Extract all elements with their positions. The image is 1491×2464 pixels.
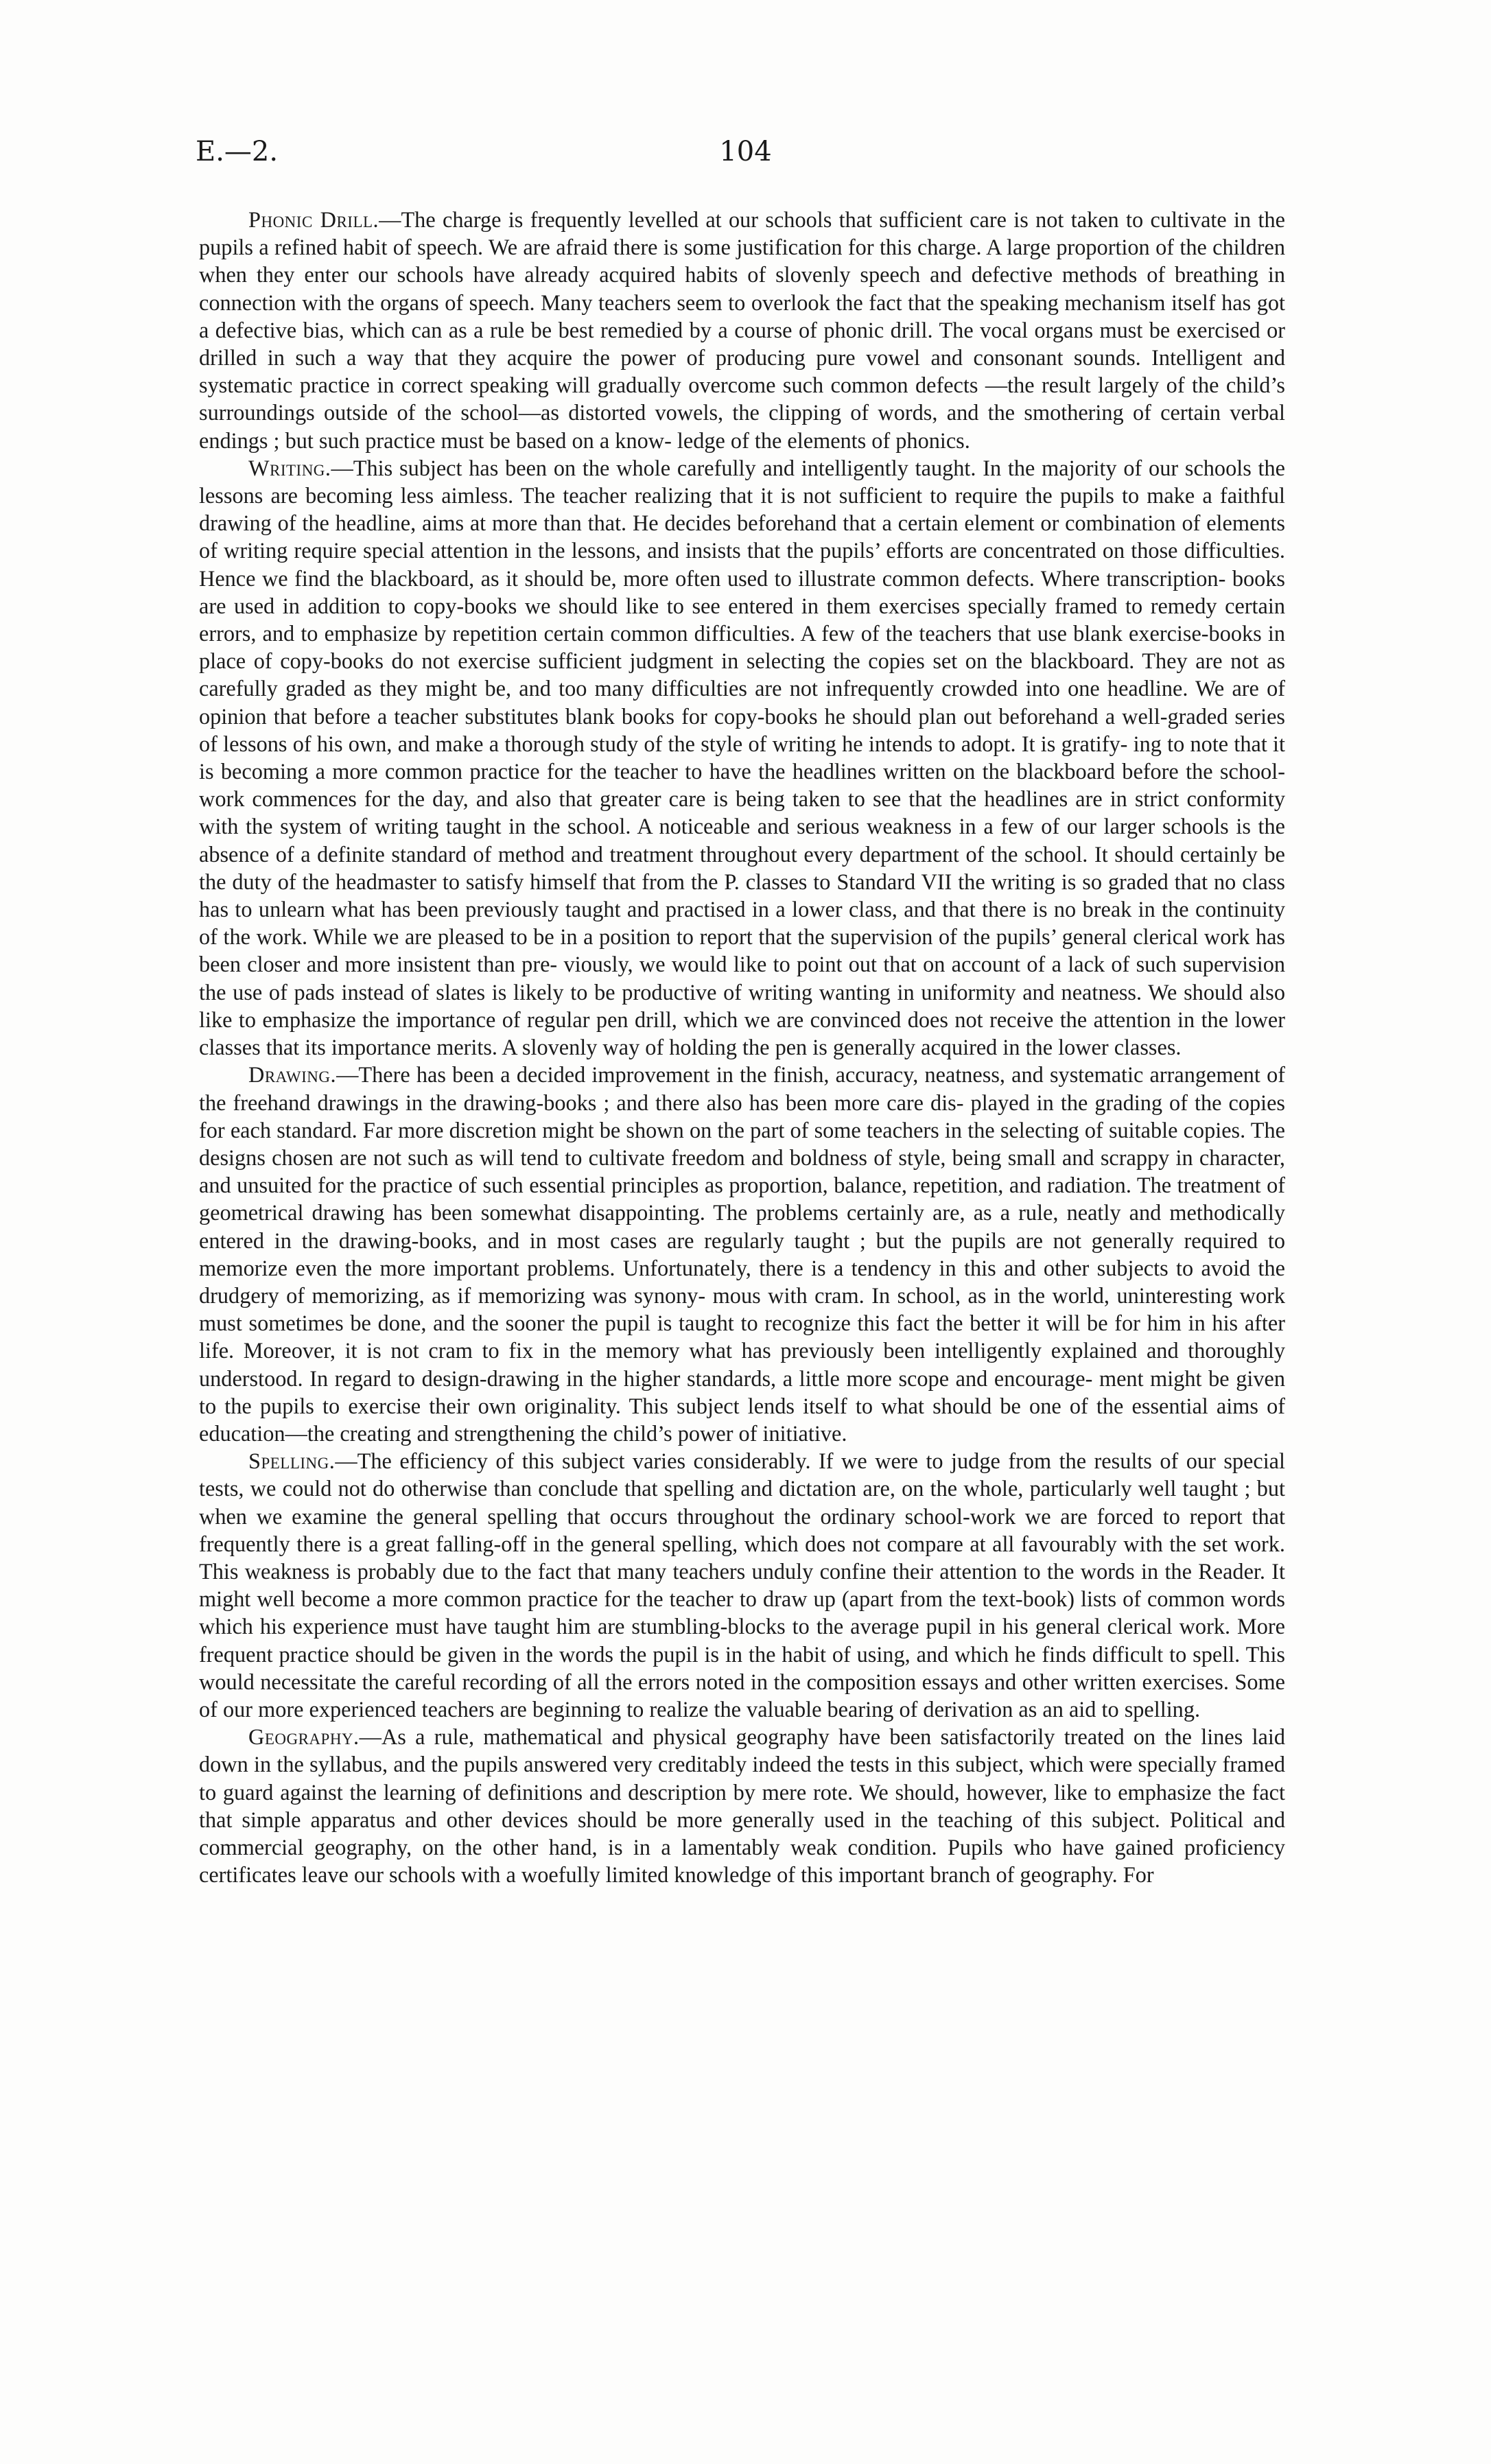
paragraph-spelling bbox=[199, 1447, 1285, 1723]
document-reference: E.—2. bbox=[196, 136, 279, 167]
paragraph-text: —There has been a decided improvement in the finish, accuracy, neatness, and systematic arrangement of the freehand drawings in the drawing-books ; and there also has been more care dis- played in the grading of the copies for each standard. Far more discretion might be shown on the part of some teachers in the selecting of suitable copies. The designs chosen are not such as will tend to cultivate freedom and boldness of style, being small and scrappy in character, and unsuited for the practice of such essential principles as proportion, balance, repetition, and radiation. The treatment of geometrical drawing has been somewhat disappointing. The problems certainly are, as a rule, neatly and methodically entered in the drawing-books, and in most cases are regularly taught ; but the pupils are not generally required to memorize even the more important problems. Unfortunately, there is a tendency in this and other subjects to avoid the drudgery of memorizing, as if memorizing was synony- mous with cram. In school, as in the world, uninteresting work must sometimes be done, and the sooner the pupil is taught to recognize this fact the better it will be for him in his after life. Moreover, it is not cram to fix in the memory what has previously been intelligently explained and thoroughly understood. In regard to design-drawing in the higher standards, a little more scope and encourage- ment might be given to the pupils to exercise their own originality. This subject lends itself to what should be one of the essential aims of education—the creating and strengthening the child’s power of initiative. bbox=[199, 1062, 1285, 1446]
page-header bbox=[196, 136, 1295, 177]
paragraph-geography bbox=[199, 1723, 1285, 1888]
paragraph-text: —This subject has been on the whole carefully and intelligently taught. In the majority of our schools the lessons are becoming less aimless. The teacher realizing that it is not sufficient to require the pupils to make a faithful drawing of the headline, aims at more than that. He decides beforehand that a certain element or combination of elements of writing require special attention in the lessons, and insists that the pupils’ efforts are concentrated on those difficulties. Hence we find the blackboard, as it should be, more often used to illustrate common defects. Where transcription- books are used in addition to copy-books we should like to see entered in them exercises specially framed to remedy certain errors, and to emphasize by repetition certain common difficulties. A few of the teachers that use blank exercise-books in place of copy-books do not exercise sufficient judgment in selecting the copies set on the blackboard. They are not as carefully graded as they might be, and too many difficulties are not infrequently crowded into one headline. We are of opinion that before a teacher substitutes blank books for copy-books he should plan out beforehand a well-graded series of lessons of his own, and make a thorough study of the style of writing he intends to adopt. It is gratify- ing to note that it is becoming a more common practice for the teacher to have the headlines written on the blackboard before the school-work commences for the day, and also that greater care is being taken to see that the headlines are in strict conformity with the system of writing taught in the school. A noticeable and serious weakness in a few of our larger schools is the absence of a definite standard of method and treatment throughout every department of the school. It should certainly be the duty of the headmaster to satisfy himself that from the P. classes to Standard VII the writing is so graded that no class has to unlearn what has been previously taught and practised in a lower class, and that there is no break in the continuity of the work. While we are pleased to be in a position to report that the supervision of the pupils’ general clerical work has been closer and more insistent than pre- viously, we would like to point out that on account of a lack of such supervision the use of pads instead of slates is likely to be productive of writing wanting in uniformity and neatness. We should also like to emphasize the importance of regular pen drill, which we are convinced does not receive the attention in the lower classes that its importance merits. A slovenly way of holding the pen is generally acquired in the lower classes. bbox=[199, 455, 1285, 1060]
paragraph-phonic-drill bbox=[199, 206, 1285, 454]
paragraph-text: —The charge is frequently levelled at our schools that sufficient care is not taken to cultivate in the pupils a refined habit of speech. We are afraid there is some justification for this charge. A large proportion of the children when they enter our schools have already acquired habits of slovenly speech and defective methods of breathing in connection with the organs of speech. Many teachers seem to overlook the fact that the speaking mechanism itself has got a defective bias, which can as a rule be best remedied by a course of phonic drill. The vocal organs must be exercised or drilled in such a way that they acquire the power of producing pure vowel and consonant sounds. Intelligent and systematic practice in correct speaking will gradually overcome such common defects —the result largely of the child’s surroundings outside of the school—as distorted vowels, the clipping of words, and the smothering of certain verbal endings ; but such practice must be based on a know- ledge of the elements of phonics. bbox=[199, 207, 1285, 453]
paragraph-text: —As a rule, mathematical and physical geography have been satisfactorily treated on the lines laid down in the syllabus, and the pupils answered very creditably indeed the tests in this subject, which were specially framed to guard against the learning of definitions and description by mere rote. We should, however, like to emphasize the fact that simple apparatus and other devices should be more generally used in the teaching of this subject. Political and commercial geography, on the other hand, is in a lamentably weak condition. Pupils who have gained proficiency certificates leave our schools with a woefully limited knowledge of this important branch of geography. For bbox=[199, 1724, 1285, 1888]
paragraph-writing bbox=[199, 454, 1285, 1061]
paragraph-heading: Writing. bbox=[248, 455, 331, 480]
page-number: 104 bbox=[719, 136, 772, 167]
body-text bbox=[199, 206, 1285, 1888]
paragraph-heading: Geography. bbox=[248, 1724, 360, 1750]
paragraph-heading: Drawing. bbox=[248, 1062, 337, 1088]
paragraph-heading: Spelling. bbox=[248, 1448, 336, 1474]
paragraph-text: —The efficiency of this subject varies considerably. If we were to judge from the results of our special tests, we could not do otherwise than conclude that spelling and dictation are, on the whole, particularly well taught ; but when we examine the general spelling that occurs throughout the ordinary school-work we are forced to report that frequently there is a great falling-off in the general spelling, which does not compare at all favourably with the set work. This weakness is probably due to the fact that many teachers unduly confine their attention to the words in the Reader. It might well become a more common practice for the teacher to draw up (apart from the text-book) lists of common words which his experience must have taught him are stumbling-blocks to the average pupil in his general clerical work. More frequent practice should be given in the words the pupil is in the habit of using, and which he finds difficult to spell. This would necessitate the careful recording of all the errors noted in the composition essays and other written exercises. Some of our more experienced teachers are beginning to realize the valuable bearing of derivation as an aid to spelling. bbox=[199, 1448, 1285, 1722]
paragraph-drawing bbox=[199, 1061, 1285, 1447]
paragraph-heading: Phonic Drill. bbox=[248, 207, 379, 232]
